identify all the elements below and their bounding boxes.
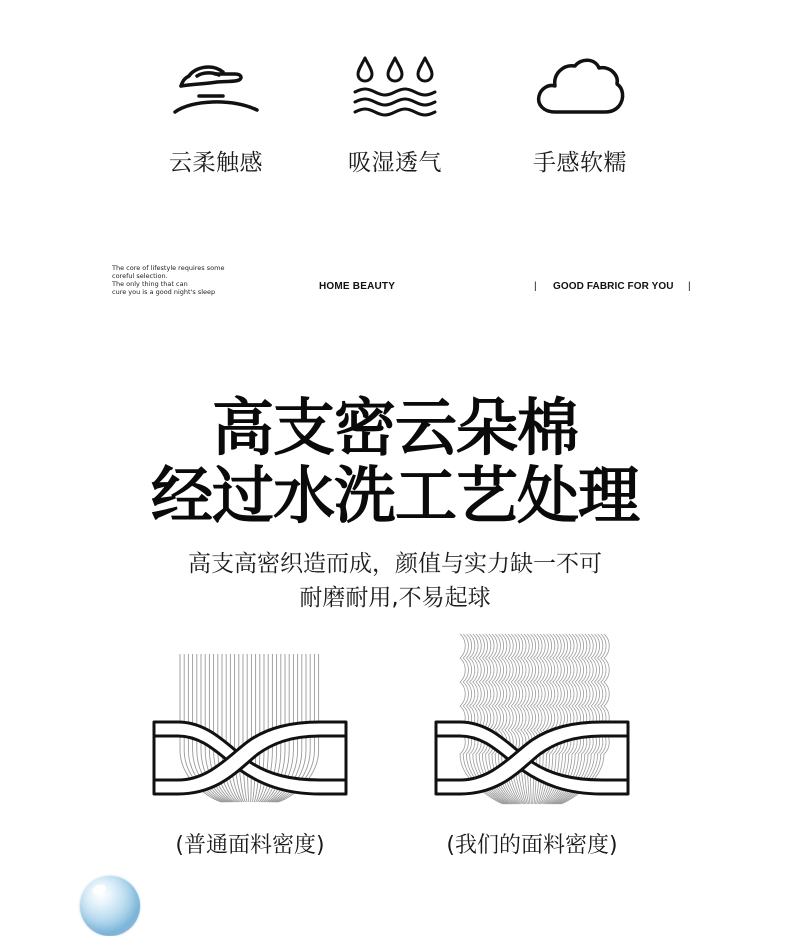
fiber-strand [243, 654, 247, 802]
feature-breathable [305, 40, 485, 190]
feature-label-fluffy: 手感软糯 [533, 150, 627, 176]
hand-over-cloud-icon [171, 54, 261, 114]
note-line: cure you is a good night's sleep [112, 288, 216, 296]
regular-fabric-label: (普通面料密度) [175, 833, 325, 858]
fiber-strand [521, 634, 528, 804]
divider-left: | [534, 281, 537, 292]
our-fabric-label: (我们的面料密度) [446, 833, 618, 858]
subheadline-line-1: 高支高密织造而成，颜值与实力缺一不可 [188, 551, 602, 577]
fiber-strand [251, 654, 252, 802]
compare-our-fabric [432, 630, 632, 870]
headline-line-1: 高支密云朵棉 [211, 391, 578, 464]
subheadline-line-2: 耐磨耐用,不易起球 [299, 585, 491, 611]
headline-line-2: 经过水洗工艺处理 [150, 459, 639, 532]
twisted-strands-icon [154, 722, 346, 794]
regular-fabric-diagram [150, 630, 350, 810]
lifestyle-note [112, 264, 252, 296]
home-beauty-tagline: HOME BEAUTY [319, 281, 396, 292]
note-line: coreful selection. [112, 272, 168, 280]
feature-fluffy [490, 40, 670, 190]
feature-label-soft-touch: 云柔触感 [169, 150, 263, 176]
bubble-highlight [91, 882, 107, 896]
divider-right: | [688, 281, 691, 292]
headline [0, 391, 790, 532]
our-fabric-diagram [432, 630, 632, 810]
note-line: The only thing that can [112, 280, 188, 288]
cloud-icon [535, 54, 625, 118]
subheadline [0, 547, 790, 615]
water-bubble-icon [80, 876, 140, 936]
note-line: The core of lifestyle requires some [112, 264, 225, 272]
feature-row [0, 40, 790, 190]
feature-soft-touch [126, 40, 306, 190]
good-fabric-text: GOOD FABRIC FOR YOU [553, 281, 674, 292]
twisted-strands-icon [436, 722, 628, 794]
water-drops-waves-icon [353, 54, 437, 118]
compare-regular-fabric [150, 630, 350, 870]
feature-label-breathable: 吸湿透气 [348, 150, 442, 176]
fiber-strand [247, 654, 249, 802]
brand-strap [0, 262, 790, 302]
